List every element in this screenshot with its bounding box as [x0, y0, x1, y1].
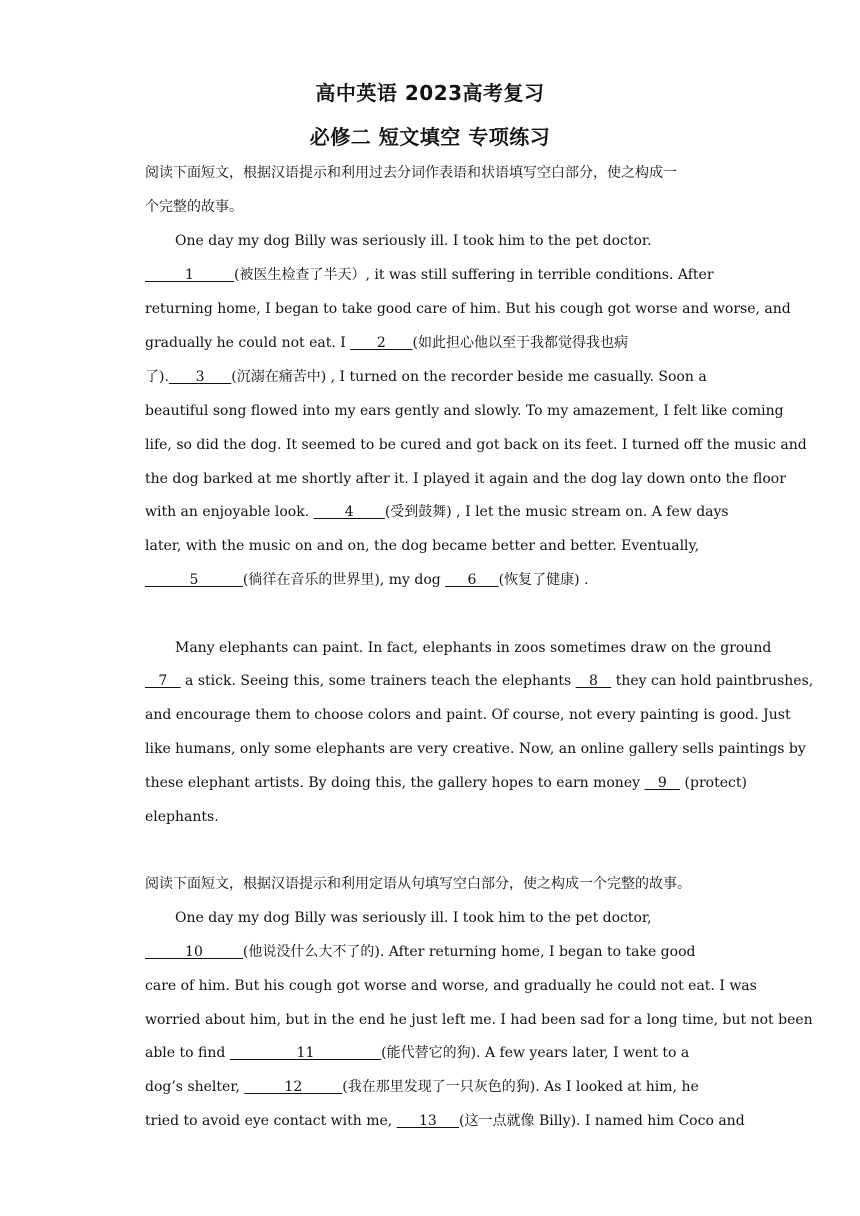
line-text: (恢复了健康) . — [498, 572, 589, 588]
paragraph-line: beautiful song flowed into my ears gently and slowly. To my amazement, I felt like coming — [145, 403, 784, 419]
line-text: tried to avoid eye contact with me, — [145, 1113, 397, 1129]
line-text: able to find — [145, 1045, 230, 1061]
blank-10: 10 — [145, 944, 243, 960]
blank-4: 4 — [313, 504, 385, 520]
paragraph-line: life, so did the dog. It seemed to be cured and got back on its feet. I turned off the music and — [145, 437, 807, 453]
paragraph-line — [145, 571, 725, 589]
paragraph-line — [145, 1044, 725, 1062]
line-text: (他说没什么大不了的). After returning home, I began to take good — [242, 944, 696, 960]
line-text: (protect) — [680, 775, 747, 791]
line-text: with an enjoyable look. — [145, 504, 314, 520]
paragraph-line — [145, 1112, 745, 1130]
line-text: (被医生检查了半天）, it was still suffering in terrible conditions. After — [234, 267, 714, 283]
paragraph-line — [145, 774, 747, 792]
document-subtitle: 必修二 短文填空 专项练习 — [309, 125, 551, 149]
paragraph-line — [145, 334, 725, 352]
instruction-text: 个完整的故事。 — [145, 199, 243, 215]
blank-6: 6 — [445, 572, 499, 588]
instruction-text: 阅读下面短文，根据汉语提示和利用过去分词作表语和状语填写空白部分，使之构成一 — [145, 165, 677, 181]
blank-8: 8 — [575, 673, 612, 689]
blank-11: 11 — [229, 1045, 382, 1061]
paragraph-line: and encourage them to choose colors and paint. Of course, not every painting is good. Just — [145, 707, 791, 723]
blank-5: 5 — [145, 572, 243, 588]
paragraph-line: One day my dog Billy was seriously ill. I took him to the pet doctor, — [175, 910, 652, 926]
line-text: (如此担心他以至于我都觉得我也病 — [412, 335, 629, 351]
blank-12: 12 — [244, 1079, 343, 1095]
blank-9: 9 — [644, 775, 681, 791]
line-text: (徜徉在音乐的世界里), my dog — [242, 572, 446, 588]
paragraph-line: care of him. But his cough got worse and worse, and gradually he could not eat. I was — [145, 978, 757, 994]
paragraph-line: like humans, only some elephants are very creative. Now, an online gallery sells paintings by — [145, 741, 806, 757]
paragraph-line — [145, 503, 729, 521]
line-text: (我在那里发现了一只灰色的狗). As I looked at him, he — [342, 1079, 699, 1095]
paragraph-line: later, with the music on and on, the dog became better and better. Eventually, — [145, 538, 700, 554]
blank-1: 1 — [145, 267, 235, 283]
blank-7: 7 — [145, 673, 181, 689]
line-text: they can hold paintbrushes, — [611, 673, 814, 689]
blank-2: 2 — [350, 335, 413, 351]
paragraph-line: Many elephants can paint. In fact, elephants in zoos sometimes draw on the ground — [175, 640, 772, 656]
paragraph-line: worried about him, but in the end he just left me. I had been sad for a long time, but not been — [145, 1012, 813, 1028]
line-text: (这一点就像 Billy). I named him Coco and — [459, 1113, 745, 1129]
instruction-text: 阅读下面短文，根据汉语提示和利用定语从句填写空白部分，使之构成一个完整的故事。 — [145, 876, 691, 892]
paragraph-line — [145, 368, 725, 386]
line-text: (能代替它的狗). A few years later, I went to a — [381, 1045, 690, 1061]
line-text: 了). — [145, 369, 169, 385]
paragraph-line — [145, 266, 725, 284]
blank-3: 3 — [168, 369, 232, 385]
paragraph-line — [145, 672, 814, 690]
paragraph-line: elephants. — [145, 809, 219, 825]
paragraph-line — [145, 943, 725, 961]
line-text: (沉溺在痛苦中) , I turned on the recorder beside me casually. Soon a — [231, 369, 707, 385]
blank-13: 13 — [396, 1113, 460, 1129]
paragraph-line: the dog barked at me shortly after it. I played it again and the dog lay down onto the floor — [145, 471, 786, 487]
line-text: gradually he could not eat. I — [145, 335, 351, 351]
line-text: a stick. Seeing this, some trainers teach the elephants — [180, 673, 576, 689]
document-title: 高中英语 2023高考复习 — [315, 81, 545, 105]
line-text: (受到鼓舞) , I let the music stream on. A few days — [384, 504, 729, 520]
paragraph-line — [145, 1078, 725, 1096]
line-text: these elephant artists. By doing this, the gallery hopes to earn money — [145, 775, 645, 791]
line-text: dog’s shelter, — [145, 1079, 245, 1095]
paragraph-line: One day my dog Billy was seriously ill. I took him to the pet doctor. — [175, 233, 652, 249]
paragraph-line: returning home, I began to take good care of him. But his cough got worse and worse, and — [145, 301, 791, 317]
